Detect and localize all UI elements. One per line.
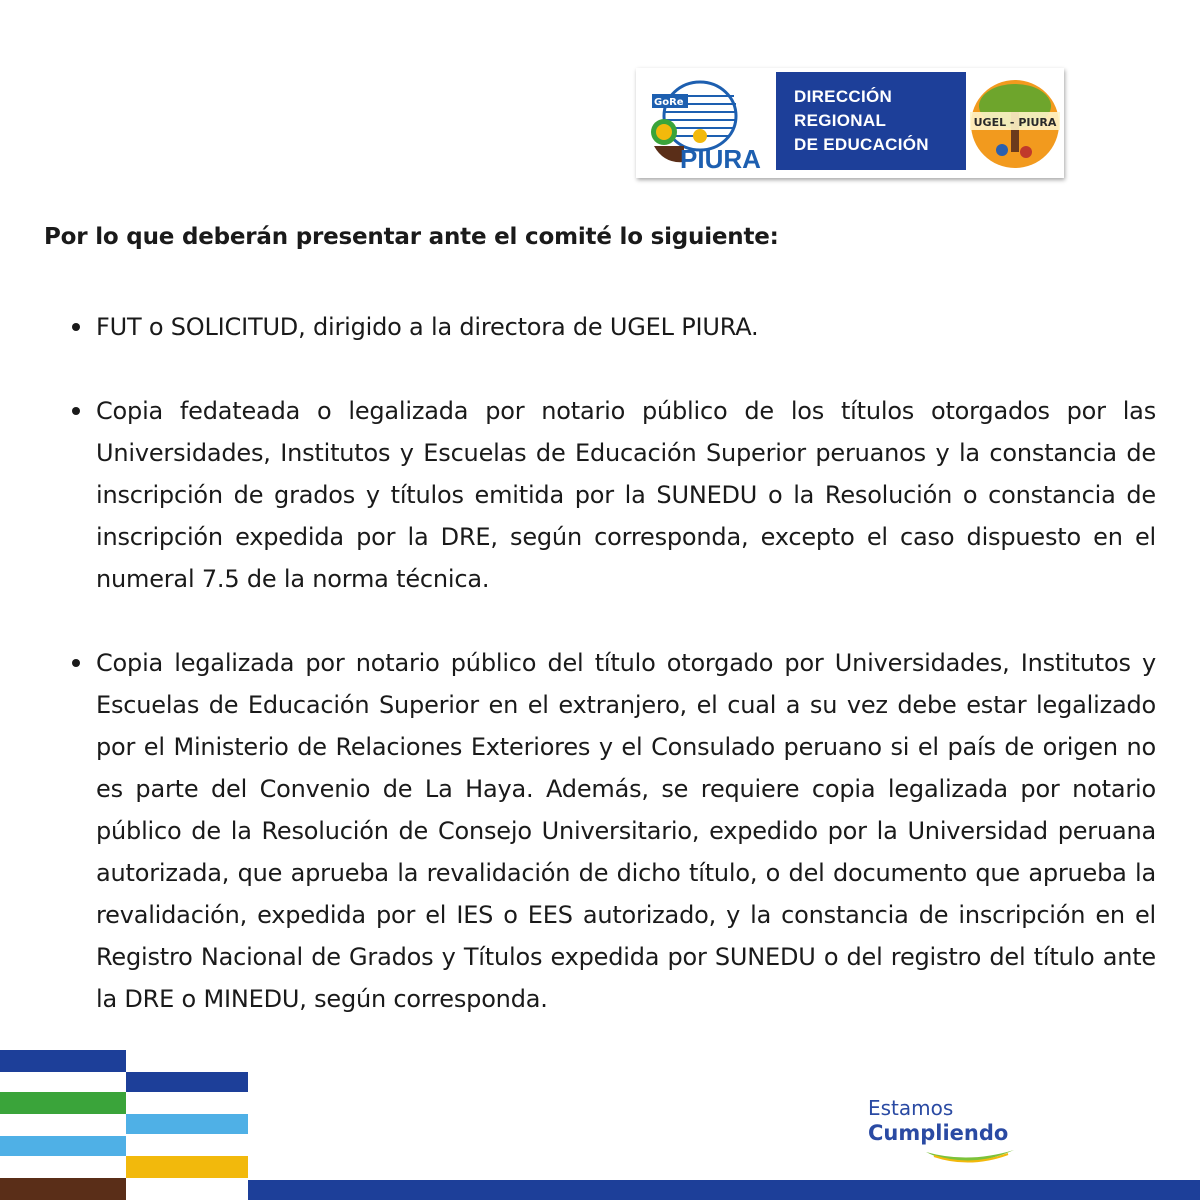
dre-line-3: DE EDUCACIÓN xyxy=(794,135,929,154)
stripe-brown xyxy=(0,1178,126,1200)
swoosh-icon xyxy=(924,1146,1016,1170)
svg-text:UGEL - PIURA: UGEL - PIURA xyxy=(973,116,1057,129)
dre-line-1: DIRECCIÓN xyxy=(794,87,893,106)
requirement-item-national-titles: Copia fedateada o legalizada por notario público de los títulos otorgados por las Universidades, Institutos y Escuelas de Educación Superior peruanos y la constancia de inscripción de grados y títulos emitida por la SUNEDU o la Resolución o constancia de inscripción expedida por la DRE, según corresponda, excepto el caso dispuesto en el numeral 7.5 de la norma técnica. xyxy=(96,390,1156,600)
dre-logo-box xyxy=(776,72,966,170)
svg-text:GoRe: GoRe xyxy=(654,97,684,108)
slogan-line-2: Cumpliendo xyxy=(868,1121,1009,1145)
stripe-navy-left xyxy=(0,1050,126,1072)
svg-text:PIURA: PIURA xyxy=(680,144,761,172)
requirement-item-fut: FUT o SOLICITUD, dirigido a la directora de UGEL PIURA. xyxy=(96,306,1156,348)
requirements-list xyxy=(96,306,1156,1062)
dre-line-2: REGIONAL xyxy=(794,111,887,130)
gore-piura-logo xyxy=(644,74,772,172)
requirement-item-foreign-titles: Copia legalizada por notario público del título otorgado por Universidades, Institutos y Escuelas de Educación Superior en el extranjero, el cual a su vez debe estar legalizado por el Ministerio de Relaciones Exteriores y el Consulado peruano si el país de origen no es parte del Convenio de La Haya. Además, se requiere copia legalizada por notario público de la Resolución de Consejo Universitario, expedido por la Universidad peruana autorizada, que aprueba la revalidación de dicho título, o del documento que aprueba la revalidación, expedida por el IES o EES autorizado, y la constancia de inscripción en el Registro Nacional de Grados y Títulos expedida por SUNEDU o del registro del título ante la DRE o MINEDU, según corresponda. xyxy=(96,642,1156,1020)
stripe-navy-right xyxy=(126,1072,248,1092)
stripe-green xyxy=(0,1092,126,1114)
header-logo-strip xyxy=(636,68,1064,178)
page-heading: Por lo que deberán presentar ante el comité lo siguiente: xyxy=(44,224,779,250)
ugel-piura-logo xyxy=(968,72,1062,172)
footer-bar xyxy=(248,1180,1200,1200)
stripe-yellow xyxy=(126,1156,248,1178)
stripe-sky-right xyxy=(126,1114,248,1134)
stripe-sky-left xyxy=(0,1136,126,1156)
slogan-line-1: Estamos xyxy=(868,1096,954,1120)
estamos-cumpliendo-logo xyxy=(868,1096,1008,1146)
